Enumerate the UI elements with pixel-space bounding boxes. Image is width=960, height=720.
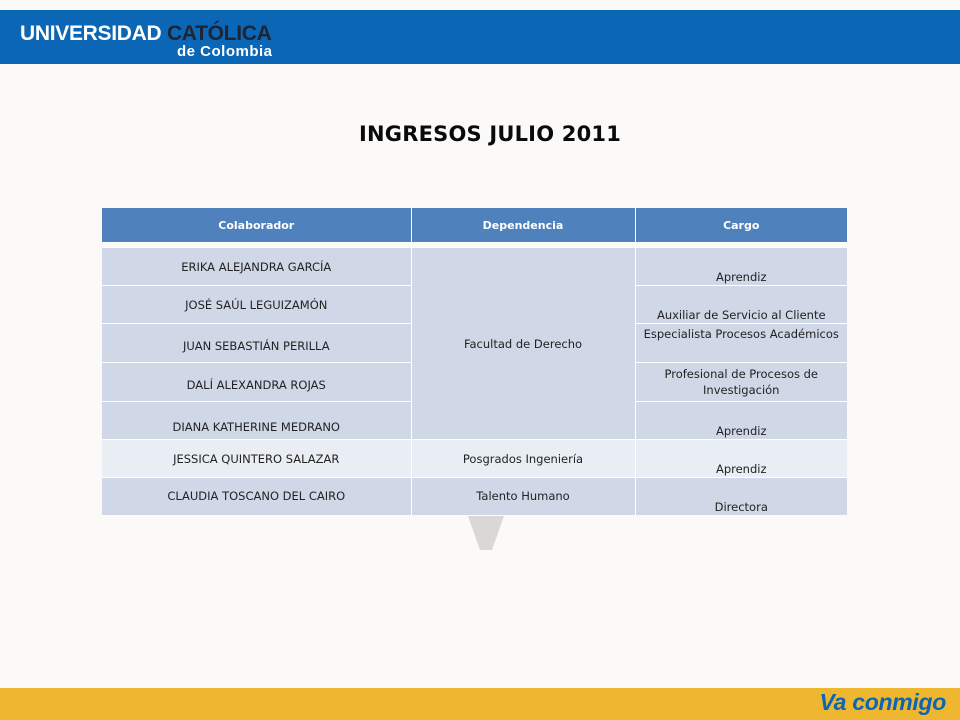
cell-colaborador: JOSÉ SAÚL LEGUIZAMÓN <box>102 286 411 324</box>
column-header-cargo: Cargo <box>635 208 847 243</box>
column-header-colaborador: Colaborador <box>102 208 411 243</box>
footer-slogan: Va conmigo <box>819 689 946 715</box>
cell-dependencia: Talento Humano <box>411 478 635 515</box>
cell-cargo: Profesional de Procesos de Investigación <box>635 363 847 402</box>
watermark-shape <box>466 516 506 552</box>
cell-colaborador: ERIKA ALEJANDRA GARCÍA <box>102 248 411 286</box>
university-logo <box>20 10 310 60</box>
logo-subname: de Colombia <box>177 43 273 60</box>
column-header-dependencia: Dependencia <box>411 208 635 243</box>
cell-colaborador: DALÍ ALEXANDRA ROJAS <box>102 363 411 402</box>
logo-name-part1: UNIVERSIDAD <box>20 22 162 45</box>
cell-colaborador: CLAUDIA TOSCANO DEL CAIRO <box>102 478 411 515</box>
table-row <box>102 440 847 478</box>
table-row <box>102 248 847 286</box>
cell-dependencia-merged: Facultad de Derecho <box>411 248 635 440</box>
table-row <box>102 478 847 515</box>
cell-cargo: Aprendiz <box>635 402 847 440</box>
cell-colaborador: DIANA KATHERINE MEDRANO <box>102 402 411 440</box>
cell-colaborador: JESSICA QUINTERO SALAZAR <box>102 440 411 478</box>
table-header-row <box>102 208 847 243</box>
cell-cargo: Aprendiz <box>635 248 847 286</box>
staff-table <box>102 208 847 515</box>
cell-cargo: Especialista Procesos Académicos <box>635 324 847 363</box>
cell-cargo: Directora <box>635 478 847 515</box>
cell-cargo: Auxiliar de Servicio al Cliente <box>635 286 847 324</box>
page-title: INGRESOS JULIO 2011 <box>358 122 622 146</box>
cell-colaborador: JUAN SEBASTIÁN PERILLA <box>102 324 411 363</box>
logo-name-part2: CATÓLICA <box>166 22 272 45</box>
cell-cargo: Aprendiz <box>635 440 847 478</box>
cell-dependencia: Posgrados Ingeniería <box>411 440 635 478</box>
footer-band <box>0 688 960 720</box>
